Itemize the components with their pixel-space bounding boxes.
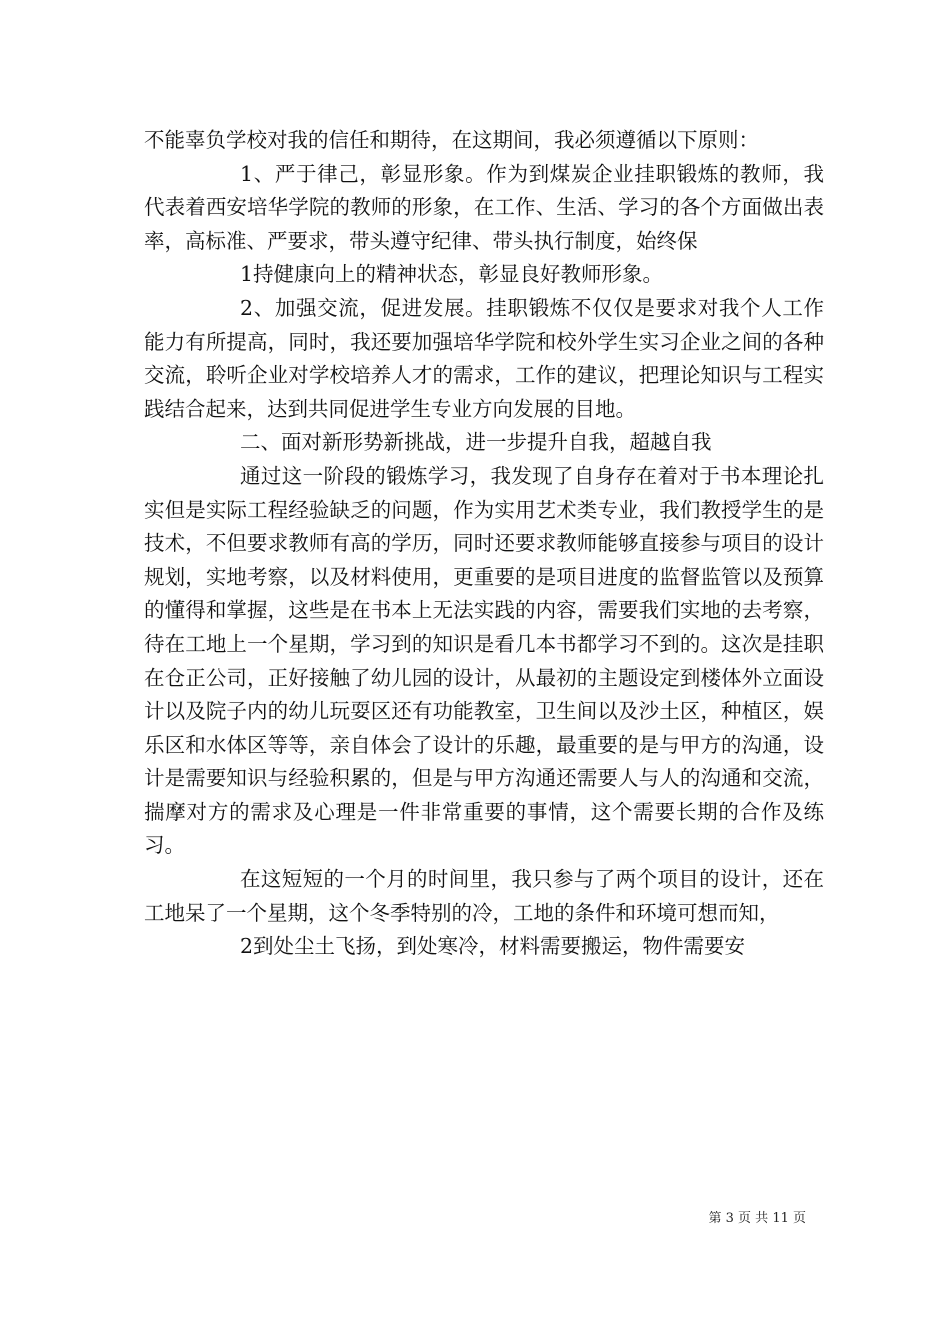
paragraph-continuation: 不能辜负学校对我的信任和期待，在这期间，我必须遵循以下原则：: [144, 128, 759, 152]
paragraph-principle-2: 2、加强交流，促进发展。挂职锻炼不仅仅是要求对我个人工作能力有所提高，同时，我还要加强培华学院和校外学生实习企业之间的各种交流，聆听企业对学校培养人才的需求，工作的建议，把理论知识与工程实践结合起来，达到共同促进学生专业方向发展的目地。: [144, 295, 824, 421]
paragraph-site-conditions: 2到处尘土飞扬，到处寒冷，材料需要搬运，物件需要安: [240, 934, 746, 959]
page-number-footer: 第 3 页 共 11 页: [708, 1211, 806, 1226]
paragraph-principle-1: 1、严于律己，彰显形象。作为到煤炭企业挂职锻炼的教师，我代表着西安培华学院的教师的形象，在工作、生活、学习的各个方面做出表率，高标准、严要求，带头遵守纪律、带头执行制度，始终保: [144, 161, 824, 253]
paragraph-principle-1-continued: 1持健康向上的精神状态，彰显良好教师形象。: [240, 262, 664, 287]
document-body: [144, 124, 824, 964]
section-heading-2: 二、面对新形势新挑战，进一步提升自我，超越自我: [240, 430, 712, 455]
paragraph-self-improvement: 通过这一阶段的锻炼学习，我发现了自身存在着对于书本理论扎实但是实际工程经验缺乏的问题，作为实用艺术类专业，我们教授学生的是技术，不但要求教师有高的学历，同时还要求教师能够直接参与项目的设计规划，实地考察，以及材料使用，更重要的是项目进度的监督监管以及预算的懂得和掌握，这些是在书本上无法实践的内容，需要我们实地的去考察，待在工地上一个星期，学习到的知识是看几本书都学习不到的。这次是挂职在仓正公司，正好接触了幼儿园的设计，从最初的主题设定到楼体外立面设计以及院子内的幼儿玩耍区还有功能教室，卫生间以及沙土区，种植区，娱乐区和水体区等等，亲自体会了设计的乐趣，最重要的是与甲方的沟通，设计是需要知识与经验积累的，但是与甲方沟通还需要人与人的沟通和交流，揣摩对方的需求及心理是一件非常重要的事情，这个需要长期的合作及练习。: [144, 463, 824, 858]
paragraph-one-month: 在这短短的一个月的时间里，我只参与了两个项目的设计，还在工地呆了一个星期，这个冬季特别的冷，工地的条件和环境可想而知，: [144, 867, 824, 925]
